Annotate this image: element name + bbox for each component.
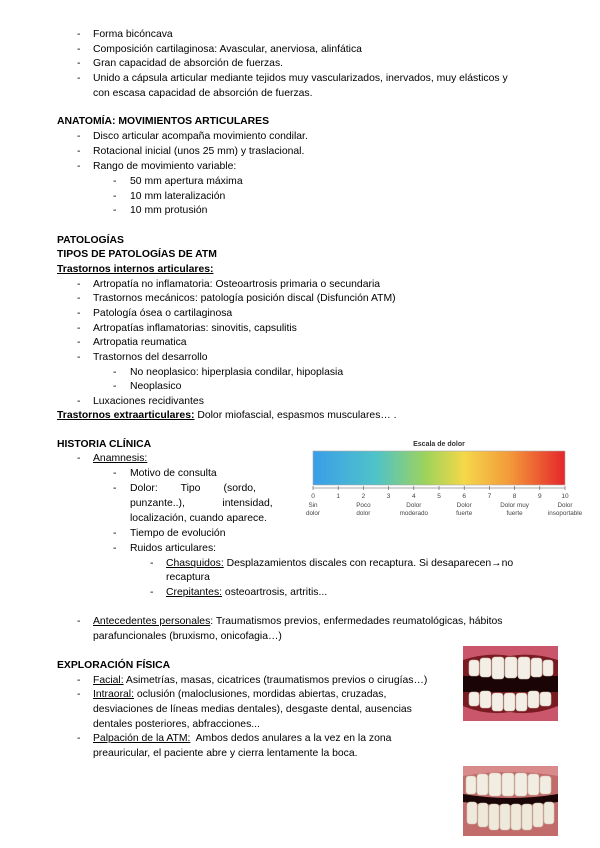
historia-item-cont: punzante..), intensidad, (130, 498, 273, 509)
anamnesis-label: Anamnesis: (93, 453, 148, 464)
intraoral-line (93, 688, 455, 703)
top-list-item: Gran capacidad de absorción de fuerzas. (93, 58, 284, 69)
bullet-dash: - (77, 146, 81, 157)
extra-heading: Trastornos extraarticulares: (57, 410, 195, 421)
palpacion-text-cont: preauricular, el paciente abre y cierra lentamente la boca. (93, 748, 358, 759)
crepitantes-label: Crepitantes: (166, 587, 223, 598)
bullet-dash: - (77, 337, 81, 348)
pain-scale-category-label: Sin (308, 502, 318, 509)
anatomia-item: Rango de movimiento variable: (93, 161, 237, 172)
pain-scale-tick-label: 8 (512, 493, 517, 500)
bullet-dash: - (113, 205, 117, 216)
pain-scale-category-label: fuerte (506, 510, 523, 517)
pain-scale-category-label: Dolor (456, 502, 472, 509)
bullet-dash: - (113, 176, 117, 187)
section-heading-patologias: PATOLOGÍAS (57, 235, 124, 246)
crossbite-illustration (463, 766, 558, 836)
bullet-dash: - (77, 323, 81, 334)
section-heading-historia: HISTORIA CLÍNICA (57, 439, 152, 450)
facial-label: Facial: (93, 675, 124, 686)
bullet-dash: - (113, 543, 117, 554)
bullet-dash: - (113, 381, 117, 392)
pain-scale-category-label: insoportable (547, 510, 583, 517)
bullet-dash: - (77, 396, 81, 407)
bullet-dash: - (113, 483, 117, 494)
palpacion-label: Palpación de la ATM: (93, 733, 191, 744)
section-subheading-tipos: TIPOS DE PATOLOGÍAS DE ATM (57, 249, 217, 260)
extraarticulares-line (57, 409, 397, 424)
antecedentes-line (93, 615, 503, 630)
pain-scale-category-label: dolor (305, 510, 321, 517)
bullet-dash: - (113, 191, 117, 202)
bullet-dash: - (77, 58, 81, 69)
patologia-item: Artropatía no inflamatoria: Osteoartrosis primaria o secundaria (93, 279, 381, 290)
top-list-item: Composición cartilaginosa: Avascular, anerviosa, alinfática (93, 44, 362, 55)
patologia-item: Artropatías inflamatorias: sinovitis, capsulitis (93, 323, 297, 334)
bullet-dash: - (77, 352, 81, 363)
bullet-dash: - (77, 279, 81, 290)
pain-scale-category-label: Dolor (406, 502, 422, 509)
section-heading-exploracion: EXPLORACIÓN FÍSICA (57, 660, 171, 671)
pain-scale-title: Escala de dolor (413, 441, 465, 448)
pain-scale-tick-label: 7 (487, 493, 492, 500)
bullet-dash: - (150, 558, 154, 569)
antecedentes-text: : Traumatismos previos, enfermedades reumatológicas, hábitos (210, 616, 503, 627)
pain-scale-tick-label: 0 (311, 493, 315, 500)
palpacion-text: Ambos dedos anulares a la vez en la zona (190, 733, 392, 744)
antecedentes-text-cont: parafuncionales (bruxismo, onicofagia…) (93, 631, 282, 642)
pain-scale-tick-label: 3 (386, 493, 391, 500)
intraoral-text: oclusión (maloclusiones, mordidas abiertas, cruzadas, (134, 689, 387, 700)
desarrollo-subitem: Neoplasico (130, 381, 182, 392)
intraoral-text-cont: desviaciones de líneas medias dentales), desgaste dental, ausencias (93, 704, 412, 715)
bullet-dash: - (77, 293, 81, 304)
bullet-dash: - (77, 29, 81, 40)
historia-item: Tiempo de evolución (130, 528, 226, 539)
bullet-dash: - (77, 131, 81, 142)
pain-scale-category-label: dolor (356, 510, 371, 517)
teeth-photo-crossbite (463, 766, 558, 836)
teeth-photo-open-bite (463, 646, 558, 721)
intraoral-text-cont: dentales posteriores, abfracciones... (93, 719, 260, 730)
bullet-dash: - (77, 73, 81, 84)
bullet-dash: - (77, 308, 81, 319)
bullet-dash: - (77, 161, 81, 172)
historia-item-cont: localización, cuando aparece. (130, 513, 267, 524)
pain-scale-gradient-bar (313, 451, 565, 485)
pain-scale-tick-label: 9 (537, 493, 542, 500)
pain-scale-category-label: Dolor (557, 502, 573, 509)
pain-scale-svg (305, 438, 583, 526)
pain-scale-tick-label: 5 (437, 493, 441, 500)
open-bite-illustration (463, 646, 558, 721)
patologia-item: Trastornos del desarrollo (93, 352, 208, 363)
patologia-item: Trastornos mecánicos: patología posición discal (Disfunción ATM) (93, 293, 396, 304)
historia-item: Dolor: Tipo (sordo, (130, 483, 256, 494)
anatomia-subitem: 10 mm protusión (130, 205, 208, 216)
pain-scale-tick-label: 1 (336, 493, 341, 500)
palpacion-line (93, 732, 391, 747)
chasquidos-text: Desplazamientos discales con recaptura. Si desaparecen→no (223, 558, 514, 569)
bullet-dash: - (150, 587, 154, 598)
pain-scale-tick-label: 4 (411, 493, 416, 500)
pain-scale-figure (305, 438, 583, 526)
pain-scale-tick-label: 2 (361, 493, 366, 500)
anatomia-item: Disco articular acompaña movimiento condilar. (93, 131, 308, 142)
chasquidos-label: Chasquidos: (166, 558, 224, 569)
anatomia-subitem: 50 mm apertura máxima (130, 176, 243, 187)
pain-scale-category-label: Dolor muy (500, 502, 529, 509)
crepitantes-text: osteoartrosis, artritis... (222, 587, 328, 598)
intraoral-label: Intraoral: (93, 689, 135, 700)
chasquidos-line (166, 557, 513, 572)
crepitantes-line (166, 586, 327, 601)
pain-scale-category-label: Poco (356, 502, 371, 509)
bullet-dash: - (77, 675, 81, 686)
bullet-dash: - (77, 453, 81, 464)
facial-text: Asimetrías, masas, cicatrices (traumatismos previos o cirugías…) (123, 675, 428, 686)
patologia-item: Luxaciones recidivantes (93, 396, 204, 407)
desarrollo-subitem: No neoplasico: hiperplasia condilar, hipoplasia (130, 367, 344, 378)
bullet-dash: - (113, 468, 117, 479)
pain-scale-category-label: fuerte (456, 510, 473, 517)
pain-scale-category-label: moderado (399, 510, 428, 517)
bullet-dash: - (113, 367, 117, 378)
top-list-item-cont: con escasa capacidad de absorción de fuerzas. (93, 88, 313, 99)
top-list-item: Forma bicóncava (93, 29, 173, 40)
pain-scale-labels (306, 502, 583, 517)
bullet-dash: - (77, 733, 81, 744)
pain-scale-tick-label: 6 (462, 493, 467, 500)
extra-text: Dolor miofascial, espasmos musculares… . (194, 410, 397, 421)
top-list-item: Unido a cápsula articular mediante tejidos muy vascularizados, inervados, muy elásticos y (93, 73, 508, 84)
bullet-dash: - (77, 616, 81, 627)
bullet-dash: - (113, 528, 117, 539)
bullet-dash: - (77, 689, 81, 700)
chasquidos-text-cont: recaptura (166, 572, 210, 583)
antecedentes-label: Antecedentes personales (93, 616, 211, 627)
historia-item: Motivo de consulta (130, 468, 217, 479)
patologia-item: Artropatia reumatica (93, 337, 187, 348)
historia-item: Ruidos articulares: (130, 543, 217, 554)
facial-line (93, 674, 427, 689)
internos-heading: Trastornos internos articulares: (57, 264, 214, 275)
bullet-dash: - (77, 44, 81, 55)
section-heading-anatomia: ANATOMÍA: MOVIMIENTOS ARTICULARES (57, 116, 270, 127)
anatomia-item: Rotacional inicial (unos 25 mm) y traslacional. (93, 146, 305, 157)
patologia-item: Patología ósea o cartilaginosa (93, 308, 233, 319)
pain-scale-tick-label: 10 (561, 493, 569, 500)
anatomia-subitem: 10 mm lateralización (130, 191, 226, 202)
